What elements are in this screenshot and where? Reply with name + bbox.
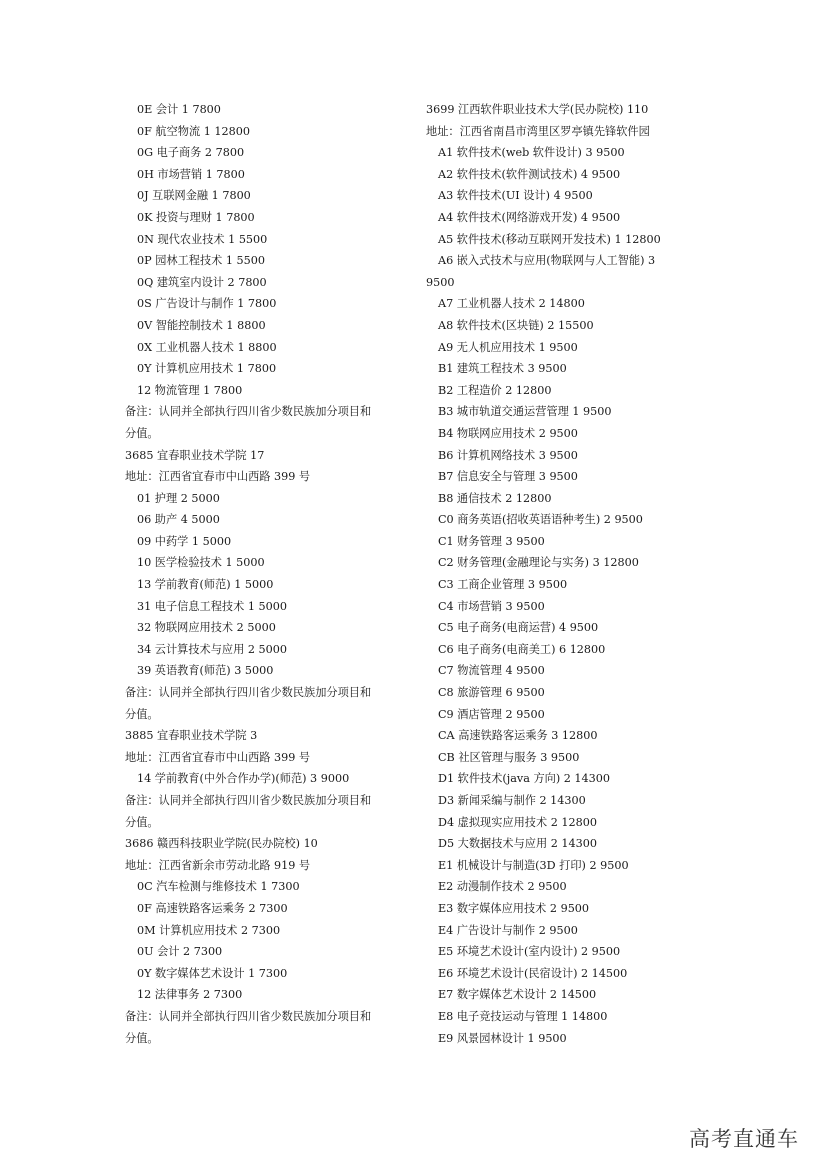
program-entry: 06 助产 4 5000	[137, 513, 220, 527]
document-line: 分值。	[125, 1031, 159, 1045]
school-header: 3885 宜春职业技术学院 3	[125, 729, 258, 743]
program-entry: B6 计算机网络技术 3 9500	[438, 448, 578, 462]
program-entry: E2 动漫制作技术 2 9500	[438, 880, 567, 894]
program-entry: 12 法律事务 2 7300	[137, 988, 243, 1002]
program-entry: A4 软件技术(网络游戏开发) 4 9500	[438, 210, 621, 224]
program-entry: 09 中药学 1 5000	[137, 534, 232, 548]
program-entry: E5 环境艺术设计(室内设计) 2 9500	[438, 945, 621, 959]
right-column	[426, 99, 716, 1049]
program-entry: A5 软件技术(移动互联网开发技术) 1 12800	[438, 232, 661, 246]
program-entry: A3 软件技术(UI 设计) 4 9500	[438, 189, 593, 203]
program-entry: E1 机械设计与制造(3D 打印) 2 9500	[438, 858, 629, 872]
program-entry: 0J 互联网金融 1 7800	[137, 189, 251, 203]
program-entry: C7 物流管理 4 9500	[438, 664, 545, 678]
program-entry: 0P 园林工程技术 1 5500	[137, 254, 266, 268]
note-line: 备注：认同并全部执行四川省少数民族加分项目和	[125, 405, 372, 419]
program-entry: 0V 智能控制技术 1 8800	[137, 318, 266, 332]
program-entry: C9 酒店管理 2 9500	[438, 707, 545, 721]
program-entry: E3 数字媒体应用技术 2 9500	[438, 901, 590, 915]
program-entry: A2 软件技术(软件测试技术) 4 9500	[438, 167, 621, 181]
document-line: 分值。	[125, 707, 159, 721]
program-entry: 0X 工业机器人技术 1 8800	[137, 340, 277, 354]
address-line: 地址：江西省南昌市湾里区罗亭镇先锋软件园	[426, 124, 650, 138]
program-entry: 0M 计算机应用技术 2 7300	[137, 923, 281, 937]
school-header: 3686 赣西科技职业学院(民办院校) 10	[125, 837, 318, 851]
program-entry: D5 大数据技术与应用 2 14300	[438, 837, 597, 851]
program-entry: 0Q 建筑室内设计 2 7800	[137, 275, 267, 289]
program-entry: A9 无人机应用技术 1 9500	[438, 340, 578, 354]
program-entry: 0H 市场营销 1 7800	[137, 167, 245, 181]
note-line: 备注：认同并全部执行四川省少数民族加分项目和	[125, 686, 372, 700]
program-entry: 0Y 数字媒体艺术设计 1 7300	[137, 966, 288, 980]
program-entry: A8 软件技术(区块链) 2 15500	[438, 318, 594, 332]
document-line: 分值。	[125, 426, 159, 440]
program-entry: 0Y 计算机应用技术 1 7800	[137, 362, 277, 376]
document-line: 9500	[426, 275, 455, 289]
program-entry: 0E 会计 1 7800	[137, 103, 221, 116]
program-entry: C4 市场营销 3 9500	[438, 599, 545, 613]
note-line: 备注：认同并全部执行四川省少数民族加分项目和	[125, 1009, 372, 1023]
program-entry: C0 商务英语(招收英语语种考生) 2 9500	[438, 513, 643, 527]
program-entry: C5 电子商务(电商运营) 4 9500	[438, 621, 599, 635]
school-header: 3685 宜春职业技术学院 17	[125, 448, 265, 462]
program-entry: C1 财务管理 3 9500	[438, 534, 545, 548]
program-entry: B1 建筑工程技术 3 9500	[438, 362, 567, 376]
program-entry: B7 信息安全与管理 3 9500	[438, 470, 578, 484]
program-entry: D3 新闻采编与制作 2 14300	[438, 794, 586, 807]
program-entry: E7 数字媒体艺术设计 2 14500	[438, 988, 597, 1002]
program-entry: B8 通信技术 2 12800	[438, 491, 552, 505]
program-entry: 0F 航空物流 1 12800	[137, 124, 251, 138]
program-entry: 32 物联网应用技术 2 5000	[137, 621, 276, 635]
program-entry: C6 电子商务(电商美工) 6 12800	[438, 642, 606, 656]
document-line: 分值。	[125, 815, 159, 829]
program-entry: B3 城市轨道交通运营管理 1 9500	[438, 405, 612, 419]
program-entry: D1 软件技术(java 方向) 2 14300	[438, 772, 611, 786]
program-entry: B2 工程造价 2 12800	[438, 383, 552, 397]
program-entry: C8 旅游管理 6 9500	[438, 686, 545, 700]
program-entry: E6 环境艺术设计(民宿设计) 2 14500	[438, 966, 628, 980]
program-entry: C2 财务管理(金融理论与实务) 3 12800	[438, 556, 639, 570]
program-entry: E9 风景园林设计 1 9500	[438, 1031, 567, 1045]
program-entry: 01 护理 2 5000	[137, 491, 220, 505]
note-line: 备注：认同并全部执行四川省少数民族加分项目和	[125, 794, 372, 807]
left-column	[125, 99, 410, 1049]
program-entry: 39 英语教育(师范) 3 5000	[137, 664, 274, 678]
program-entry: 10 医学检验技术 1 5000	[137, 556, 265, 570]
program-entry: B4 物联网应用技术 2 9500	[438, 426, 578, 440]
watermark: 高考直通车	[689, 1127, 799, 1151]
program-entry: E4 广告设计与制作 2 9500	[438, 923, 578, 937]
program-entry: CA 高速铁路客运乘务 3 12800	[438, 729, 598, 743]
program-entry: A7 工业机器人技术 2 14800	[438, 297, 585, 311]
program-entry: 13 学前教育(师范) 1 5000	[137, 578, 274, 592]
program-entry: 0N 现代农业技术 1 5500	[137, 232, 268, 246]
program-entry: 12 物流管理 1 7800	[137, 383, 243, 397]
address-line: 地址：江西省宜春市中山西路 399 号	[125, 470, 311, 484]
program-entry: A1 软件技术(web 软件设计) 3 9500	[438, 146, 625, 160]
program-entry: 0U 会计 2 7300	[137, 945, 223, 959]
school-header: 3699 江西软件职业技术大学(民办院校) 110	[426, 103, 649, 116]
program-entry: 0K 投资与理财 1 7800	[137, 210, 255, 224]
program-entry: 14 学前教育(中外合作办学)(师范) 3 9000	[137, 772, 350, 786]
program-entry: D4 虚拟现实应用技术 2 12800	[438, 815, 597, 829]
program-entry: 0G 电子商务 2 7800	[137, 146, 245, 160]
program-entry: 0C 汽车检测与维修技术 1 7300	[137, 880, 300, 894]
program-entry: CB 社区管理与服务 3 9500	[438, 750, 580, 764]
program-entry: E8 电子竞技运动与管理 1 14800	[438, 1009, 608, 1023]
program-entry: 0S 广告设计与制作 1 7800	[137, 297, 277, 311]
program-entry: 0F 高速铁路客运乘务 2 7300	[137, 901, 288, 915]
program-entry: C3 工商企业管理 3 9500	[438, 578, 568, 592]
address-line: 地址：江西省宜春市中山西路 399 号	[125, 750, 311, 764]
address-line: 地址：江西省新余市劳动北路 919 号	[125, 858, 311, 872]
program-entry: A6 嵌入式技术与应用(物联网与人工智能) 3	[438, 254, 656, 268]
program-entry: 34 云计算技术与应用 2 5000	[137, 642, 287, 656]
program-entry: 31 电子信息工程技术 1 5000	[137, 599, 287, 613]
